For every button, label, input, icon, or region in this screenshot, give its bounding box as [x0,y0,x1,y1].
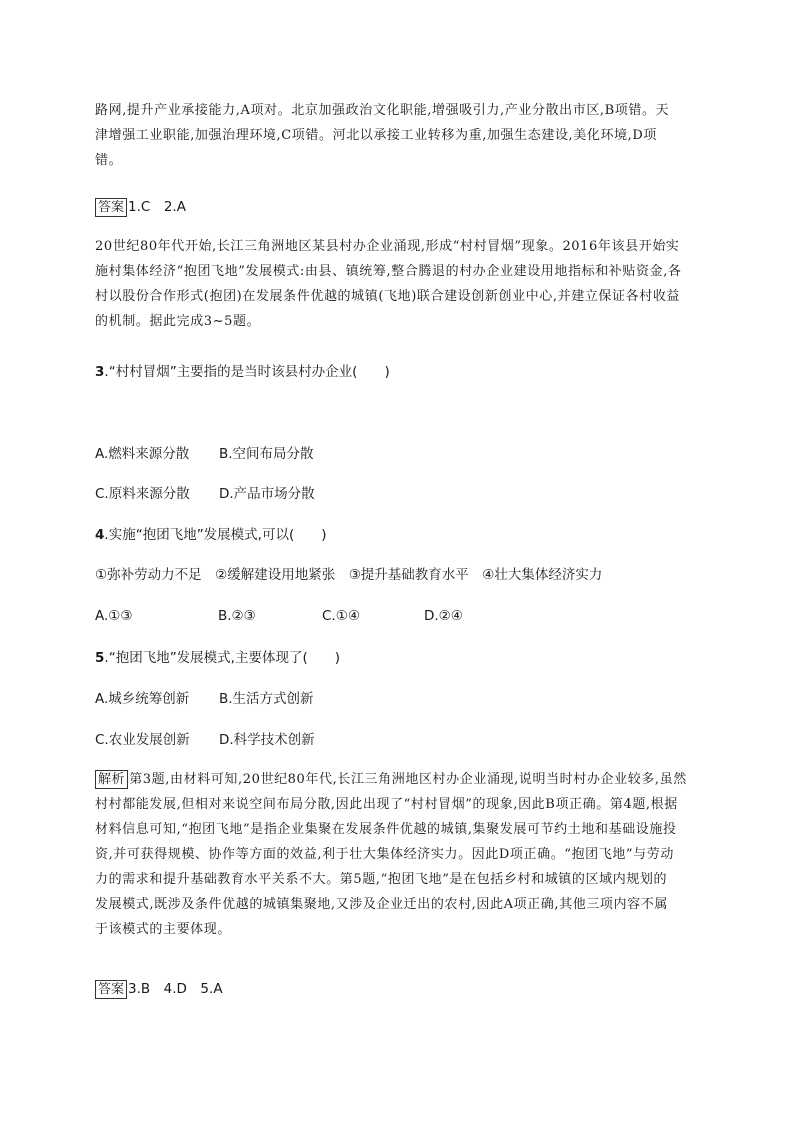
answer-text: 3.B 4.D 5.A [128,981,223,997]
option-b: B.生活方式创新 [219,691,314,707]
option-d: D.产品市场分散 [219,486,315,502]
analysis-block [95,767,695,942]
text-line: 错。 [95,153,123,168]
text-line: 津增强工业职能,加强治理环境,C项错。河北以承接工业转移为重,加强生态建设,美化环境,D项 [95,128,658,143]
question-3-options-row-1 [95,444,695,464]
answer-3-5 [95,979,695,999]
option-c: C.①④ [322,608,360,624]
text-line: 于该模式的主要体现。 [95,922,232,937]
answer-text: 1.C 2.A [128,199,186,215]
question-text: .“村村冒烟”主要指的是当时该县村办企业( ) [104,364,390,380]
option-a: A.①③ [95,608,133,624]
text-line [95,767,695,792]
question-number: 4 [95,527,105,543]
answer-tag: 答案 [95,980,127,999]
question-4 [95,525,695,545]
question-number: 3 [95,364,105,380]
text-line: 资,并可获得规模、协作等方面的效益,利于壮大集体经济实力。因此D项正确。“抱团飞地”与劳动 [95,847,674,862]
statement-list: ①弥补劳动力不足 ②缓解建设用地紧张 ③提升基础教育水平 ④壮大集体经济实力 [95,567,603,583]
option-c: C.农业发展创新 [95,732,190,748]
analysis-tag: 解析 [95,770,128,789]
question-text: .实施“抱团飞地”发展模式,可以( ) [104,527,327,543]
answer-tag: 答案 [95,198,127,217]
text-line: 村村都能发展,但相对来说空间布局分散,因此出现了“村村冒烟”的现象,因此B项正确。第4题,根据 [95,797,678,812]
text-line: 发展模式,既涉及条件优越的城镇集聚地,又涉及企业迁出的农村,因此A项正确,其他三项内容不属 [95,897,668,912]
text-line: 施村集体经济“抱团飞地”发展模式:由县、镇统筹,整合腾退的村办企业建设用地指标和补贴资金,各 [95,264,682,279]
previous-explanation [95,98,695,173]
question-4-options [95,606,695,626]
text-line: 村以股份合作形式(抱团)在发展条件优越的城镇(飞地)联合建设创新创业中心,并建立保证各村收益 [95,289,681,304]
text-line: 路网,提升产业承接能力,A项对。北京加强政治文化职能,增强吸引力,产业分散出市区,B项错。天 [95,103,670,118]
text-line: 20世纪80年代开始,长江三角洲地区某县村办企业涌现,形成“村村冒烟”现象。2016年该县开始实 [95,239,680,254]
option-a: A.城乡统筹创新 [95,691,190,707]
question-number: 5 [95,650,105,666]
option-b: B.②③ [218,608,256,624]
question-5 [95,648,695,668]
analysis-line: 第3题,由材料可知,20世纪80年代,长江三角洲地区村办企业涌现,说明当时村办企业较多,虽然 [129,772,687,787]
option-d: D.科学技术创新 [219,732,315,748]
question-5-options-row-1 [95,689,695,709]
answer-1-2 [95,197,695,217]
text-line: 力的需求和提升基础教育水平关系不大。第5题,“抱团飞地”是在包括乡村和城镇的区域内规划的 [95,872,668,887]
question-5-options-row-2 [95,730,695,750]
material-passage [95,234,695,334]
option-a: A.燃料来源分散 [95,446,190,462]
text-line: 的机制。据此完成3~5题。 [95,314,261,329]
option-d: D.②④ [424,608,463,624]
question-3-options-row-2 [95,484,695,504]
text-line: 材料信息可知,“抱团飞地”是指企业集聚在发展条件优越的城镇,集聚发展可节约土地和基础设施投 [95,822,677,837]
option-b: B.空间布局分散 [219,446,314,462]
question-text: .“抱团飞地”发展模式,主要体现了( ) [104,650,341,666]
question-4-statements [95,565,695,585]
option-c: C.原料来源分散 [95,486,190,502]
question-3 [95,362,695,382]
